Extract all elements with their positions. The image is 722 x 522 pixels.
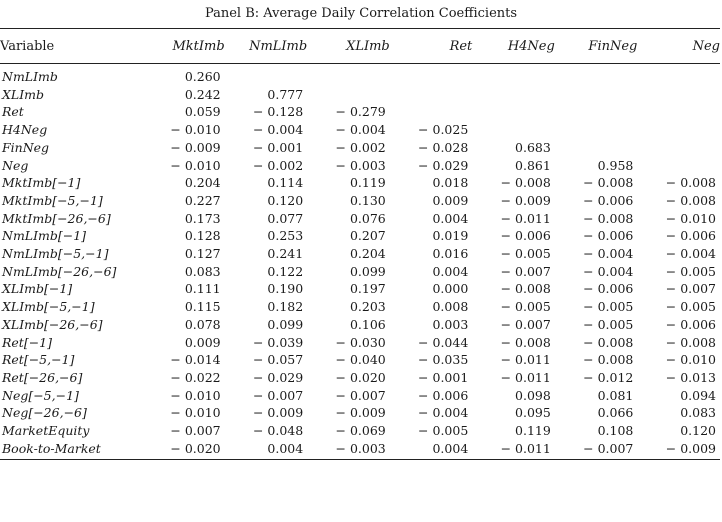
table-cell: 0.115 bbox=[184, 299, 221, 315]
table-cell: 0.130 bbox=[349, 192, 386, 208]
table-cell bbox=[390, 86, 473, 104]
table-cell: 0.119 bbox=[349, 175, 386, 191]
table-body bbox=[0, 64, 720, 460]
row-label: Ret[−5,−1] bbox=[2, 352, 75, 368]
panel-title: Panel B: Average Daily Correlation Coefficients bbox=[204, 6, 518, 21]
table-cell: − 0.004 bbox=[418, 405, 469, 421]
column-header-mktimb: MktImb bbox=[142, 29, 225, 64]
table-row bbox=[0, 280, 720, 298]
column-header-h4neg: H4Neg bbox=[472, 29, 555, 64]
table-cell: 0.203 bbox=[349, 299, 386, 315]
table-row bbox=[0, 422, 720, 440]
table-cell: − 0.022 bbox=[170, 369, 221, 385]
table-cell: − 0.004 bbox=[583, 263, 634, 279]
table-cell: − 0.025 bbox=[418, 122, 469, 138]
row-label: XLImb[−5,−1] bbox=[2, 299, 95, 315]
table-cell: − 0.007 bbox=[252, 387, 304, 403]
table-cell: 0.111 bbox=[184, 281, 221, 297]
table-cell: − 0.009 bbox=[335, 405, 386, 421]
table-cell: 0.114 bbox=[267, 175, 304, 191]
table-cell: − 0.011 bbox=[500, 369, 551, 385]
table-cell bbox=[637, 103, 720, 121]
table-cell: − 0.013 bbox=[665, 369, 716, 385]
table-row bbox=[0, 86, 720, 104]
table-row bbox=[0, 316, 720, 334]
table-cell: − 0.010 bbox=[170, 387, 221, 403]
table-cell: − 0.057 bbox=[252, 352, 304, 368]
table-cell: 0.128 bbox=[184, 228, 221, 244]
table-cell: 0.016 bbox=[432, 246, 469, 262]
table-cell: 0.119 bbox=[515, 423, 551, 439]
table-cell: − 0.005 bbox=[583, 316, 634, 332]
table-cell: − 0.006 bbox=[583, 228, 634, 244]
table-cell: − 0.005 bbox=[665, 263, 716, 279]
table-cell: − 0.279 bbox=[335, 104, 386, 120]
table-row bbox=[0, 210, 720, 228]
table-cell: 0.108 bbox=[597, 423, 634, 439]
table-cell bbox=[225, 64, 308, 86]
table-cell bbox=[555, 64, 638, 86]
table-cell: − 0.006 bbox=[665, 228, 716, 244]
table-cell: 0.008 bbox=[432, 299, 469, 315]
table-cell: − 0.008 bbox=[583, 352, 634, 368]
table-cell: 0.227 bbox=[184, 192, 221, 208]
table-cell: 0.083 bbox=[184, 263, 221, 279]
table-row bbox=[0, 369, 720, 387]
table-cell: − 0.010 bbox=[665, 352, 716, 368]
table-cell: 0.120 bbox=[680, 423, 716, 439]
table-row bbox=[0, 263, 720, 281]
table-cell: − 0.006 bbox=[583, 281, 634, 297]
table-cell: − 0.009 bbox=[500, 192, 551, 208]
row-label: Ret[−1] bbox=[2, 334, 53, 350]
row-label: Neg bbox=[2, 157, 29, 173]
table-cell: − 0.011 bbox=[500, 210, 551, 226]
table-cell: − 0.007 bbox=[170, 423, 221, 439]
table-cell: − 0.069 bbox=[335, 423, 386, 439]
table-row bbox=[0, 298, 720, 316]
table-cell: 0.120 bbox=[267, 192, 304, 208]
table-cell: 0.253 bbox=[267, 228, 304, 244]
row-label: XLImb[−26,−6] bbox=[2, 316, 103, 332]
table-cell: − 0.029 bbox=[252, 369, 304, 385]
table-cell: 0.095 bbox=[515, 405, 551, 421]
row-label: NmLImb[−1] bbox=[2, 228, 87, 244]
table-cell: 0.122 bbox=[267, 263, 304, 279]
table-row bbox=[0, 192, 720, 210]
table-cell: 0.197 bbox=[349, 281, 386, 297]
table-cell: 0.066 bbox=[597, 405, 634, 421]
table-cell bbox=[472, 64, 555, 86]
table-cell: 0.204 bbox=[184, 175, 221, 191]
table-cell bbox=[555, 139, 638, 157]
table-cell: − 0.002 bbox=[252, 157, 304, 173]
table-cell: 0.099 bbox=[267, 316, 304, 332]
row-label: MktImb[−5,−1] bbox=[2, 192, 103, 208]
table-row bbox=[0, 440, 720, 460]
table-row bbox=[0, 174, 720, 192]
table-cell bbox=[555, 121, 638, 139]
table-cell: − 0.008 bbox=[583, 210, 634, 226]
table-cell bbox=[390, 103, 473, 121]
table-cell: − 0.004 bbox=[335, 122, 386, 138]
table-cell: − 0.010 bbox=[170, 122, 221, 138]
table-cell: − 0.008 bbox=[500, 281, 551, 297]
table-cell: − 0.008 bbox=[583, 175, 634, 191]
table-cell: − 0.009 bbox=[637, 440, 720, 460]
table-row bbox=[0, 103, 720, 121]
row-label: H4Neg bbox=[2, 122, 48, 138]
table-cell: 0.004 bbox=[432, 210, 469, 226]
table-cell: 0.204 bbox=[349, 246, 386, 262]
column-header-xlimb: XLImb bbox=[307, 29, 390, 64]
table-row bbox=[0, 404, 720, 422]
table-row bbox=[0, 227, 720, 245]
table-cell: 0.076 bbox=[349, 210, 386, 226]
row-label: XLImb[−1] bbox=[2, 281, 73, 297]
table-cell: 0.009 bbox=[432, 192, 469, 208]
table-cell: − 0.004 bbox=[252, 122, 304, 138]
table-cell: − 0.011 bbox=[472, 440, 555, 460]
table-cell: − 0.012 bbox=[583, 369, 634, 385]
table-cell: 0.260 bbox=[184, 69, 221, 84]
column-header-variable: Variable bbox=[0, 29, 142, 64]
table-cell bbox=[637, 86, 720, 104]
table-cell: − 0.005 bbox=[665, 299, 716, 315]
table-cell: − 0.010 bbox=[170, 157, 221, 173]
table-cell: − 0.020 bbox=[335, 369, 386, 385]
table-cell: − 0.004 bbox=[583, 246, 634, 262]
table-cell: − 0.035 bbox=[418, 352, 469, 368]
table-row bbox=[0, 245, 720, 263]
table-cell bbox=[637, 157, 720, 175]
column-header-ret: Ret bbox=[390, 29, 473, 64]
row-label: Neg[−5,−1] bbox=[2, 387, 79, 403]
row-label: NmLImb bbox=[2, 69, 58, 84]
table-cell bbox=[555, 86, 638, 104]
table-cell: − 0.008 bbox=[500, 175, 551, 191]
table-cell bbox=[472, 86, 555, 104]
table-cell: − 0.002 bbox=[335, 139, 386, 155]
table-cell: 0.077 bbox=[267, 210, 304, 226]
column-header-nmlimb: NmLImb bbox=[225, 29, 308, 64]
table-cell: 0.683 bbox=[515, 139, 551, 155]
table-cell: 0.004 bbox=[225, 440, 308, 460]
table-cell: 0.242 bbox=[184, 86, 221, 102]
table-cell: − 0.028 bbox=[418, 139, 469, 155]
row-label: Neg[−26,−6] bbox=[2, 405, 87, 421]
table-cell: − 0.008 bbox=[665, 192, 716, 208]
table-cell: − 0.128 bbox=[252, 104, 304, 120]
table-cell: 0.777 bbox=[267, 86, 304, 102]
table-cell: 0.078 bbox=[184, 316, 221, 332]
table-cell: 0.083 bbox=[680, 405, 716, 421]
table-cell bbox=[307, 86, 390, 104]
table-cell bbox=[472, 121, 555, 139]
table-cell: 0.098 bbox=[515, 387, 551, 403]
table-cell: − 0.011 bbox=[500, 352, 551, 368]
row-label: MktImb[−1] bbox=[2, 175, 81, 191]
table-cell: 0.019 bbox=[432, 228, 469, 244]
table-cell: − 0.014 bbox=[170, 352, 221, 368]
table-cell: − 0.005 bbox=[583, 299, 634, 315]
table-header-row bbox=[0, 29, 720, 64]
table-row bbox=[0, 157, 720, 175]
table-row bbox=[0, 351, 720, 369]
table-cell: − 0.040 bbox=[335, 352, 386, 368]
table-cell bbox=[472, 103, 555, 121]
table-cell: − 0.044 bbox=[418, 334, 469, 350]
table-cell bbox=[307, 64, 390, 86]
row-label: NmLImb[−26,−6] bbox=[2, 263, 117, 279]
table-cell: − 0.029 bbox=[418, 157, 469, 173]
table-cell: 0.094 bbox=[680, 387, 716, 403]
table-cell bbox=[637, 64, 720, 86]
table-cell: 0.190 bbox=[267, 281, 304, 297]
table-cell: − 0.007 bbox=[500, 316, 551, 332]
table-cell: − 0.001 bbox=[252, 139, 304, 155]
table-cell: − 0.009 bbox=[170, 139, 221, 155]
table-cell: − 0.030 bbox=[335, 334, 386, 350]
table-cell: 0.173 bbox=[184, 210, 221, 226]
row-label: NmLImb[−5,−1] bbox=[2, 246, 109, 262]
table-cell bbox=[390, 64, 473, 86]
table-row bbox=[0, 387, 720, 405]
row-label: MarketEquity bbox=[2, 423, 90, 439]
table-cell: − 0.039 bbox=[252, 334, 304, 350]
row-label: XLImb bbox=[2, 86, 44, 102]
table-cell: − 0.008 bbox=[665, 334, 716, 350]
table-cell: − 0.006 bbox=[583, 192, 634, 208]
table-cell: − 0.009 bbox=[252, 405, 304, 421]
table-cell bbox=[555, 103, 638, 121]
table-row bbox=[0, 334, 720, 352]
table-cell: − 0.005 bbox=[418, 423, 469, 439]
table-cell: 0.000 bbox=[432, 281, 469, 297]
table-cell: 0.127 bbox=[184, 246, 221, 262]
table-cell: − 0.048 bbox=[252, 423, 304, 439]
table-cell: − 0.010 bbox=[665, 210, 716, 226]
table-cell: − 0.007 bbox=[665, 281, 716, 297]
table-cell: 0.241 bbox=[267, 246, 304, 262]
table-cell: 0.018 bbox=[432, 175, 469, 191]
table-cell: − 0.008 bbox=[665, 175, 716, 191]
table-cell: − 0.003 bbox=[335, 157, 386, 173]
table-cell: − 0.003 bbox=[307, 440, 390, 460]
correlation-table bbox=[0, 28, 720, 460]
table-cell: − 0.020 bbox=[142, 440, 225, 460]
table-cell: 0.004 bbox=[390, 440, 473, 460]
table-cell: 0.958 bbox=[597, 157, 634, 173]
table-cell: − 0.007 bbox=[555, 440, 638, 460]
row-label: FinNeg bbox=[2, 139, 50, 155]
table-cell: 0.099 bbox=[349, 263, 386, 279]
table-cell: 0.009 bbox=[184, 334, 221, 350]
table-cell: − 0.004 bbox=[665, 246, 716, 262]
table-cell: − 0.005 bbox=[500, 246, 551, 262]
table-row bbox=[0, 139, 720, 157]
table-row bbox=[0, 121, 720, 139]
table-cell: 0.207 bbox=[349, 228, 386, 244]
row-label: MktImb[−26,−6] bbox=[2, 210, 111, 226]
table-cell: − 0.008 bbox=[500, 334, 551, 350]
table-cell: − 0.006 bbox=[665, 316, 716, 332]
table-cell: 0.106 bbox=[349, 316, 386, 332]
table-cell: − 0.007 bbox=[500, 263, 551, 279]
column-header-finneg: FinNeg bbox=[555, 29, 638, 64]
table-cell: − 0.001 bbox=[418, 369, 469, 385]
table-cell: 0.081 bbox=[597, 387, 634, 403]
table-cell: 0.182 bbox=[267, 299, 304, 315]
table-cell: − 0.006 bbox=[418, 387, 469, 403]
table-cell: − 0.006 bbox=[500, 228, 551, 244]
table-cell: 0.861 bbox=[515, 157, 551, 173]
table-cell: 0.004 bbox=[432, 263, 469, 279]
table-cell bbox=[637, 121, 720, 139]
row-label: Ret bbox=[2, 104, 24, 120]
table-row bbox=[0, 64, 720, 86]
table-cell: − 0.008 bbox=[583, 334, 634, 350]
table-cell: 0.059 bbox=[184, 104, 221, 120]
row-label: Book-to-Market bbox=[0, 440, 142, 460]
table-cell: − 0.005 bbox=[500, 299, 551, 315]
row-label: Ret[−26,−6] bbox=[2, 369, 83, 385]
table-cell: 0.003 bbox=[432, 316, 469, 332]
table-cell: − 0.010 bbox=[170, 405, 221, 421]
column-header-neg: Neg bbox=[637, 29, 720, 64]
table-cell: − 0.007 bbox=[335, 387, 386, 403]
table-cell bbox=[637, 139, 720, 157]
